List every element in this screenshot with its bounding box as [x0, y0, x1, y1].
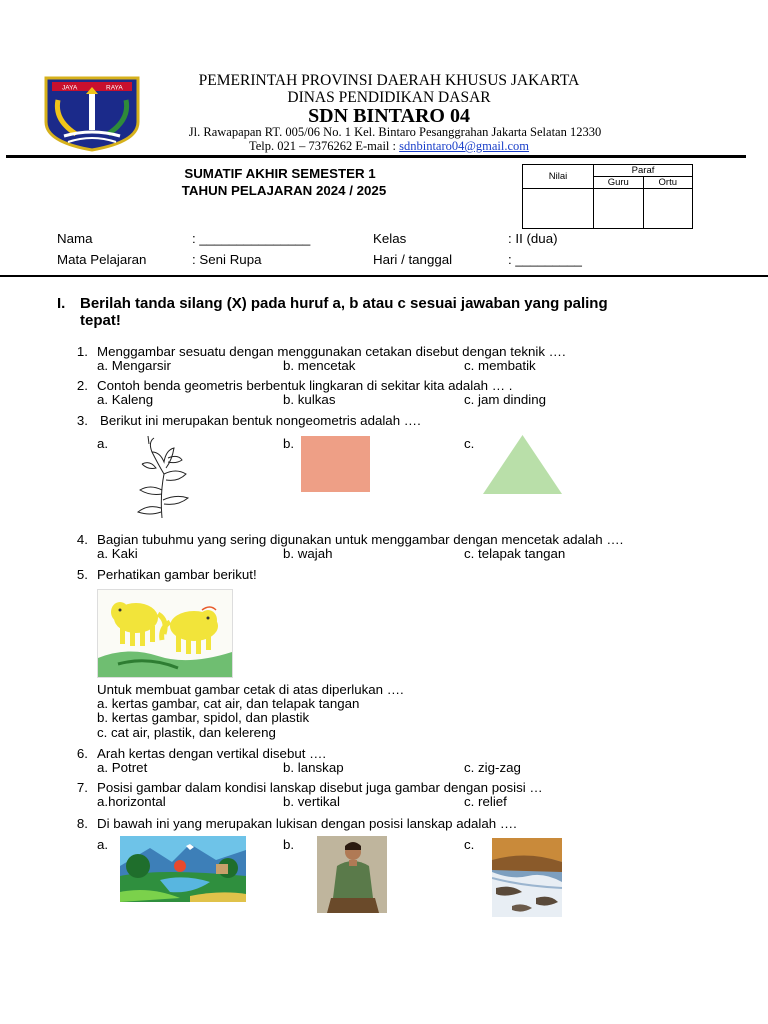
score-table	[522, 164, 693, 229]
question-number: 7.	[76, 780, 88, 795]
instruction-line-1: Berilah tanda silang (X) pada huruf a, b atau c sesuai jawaban yang paling	[80, 295, 608, 312]
hari-label: Hari / tanggal	[373, 252, 453, 267]
header-phone: Telp. 021 – 7376262 E-mail :	[248, 139, 400, 153]
option-b[interactable]: b. lanskap	[283, 760, 344, 775]
option-b[interactable]: b. kertas gambar, spidol, dan plastik	[97, 710, 310, 725]
score-paraf-label: Paraf	[594, 165, 693, 177]
mapel-value: : Seni Rupa	[192, 252, 262, 267]
question-number: 3.	[76, 413, 88, 428]
option-c[interactable]: c. telapak tangan	[464, 546, 566, 561]
option-a[interactable]: a. Mengarsir	[97, 358, 171, 373]
triangle-shape	[483, 435, 562, 494]
email-link[interactable]: sdnbintaro04@gmail.com	[399, 139, 530, 153]
option-b[interactable]: b. vertikal	[283, 794, 340, 809]
portrait-painting-image	[317, 836, 387, 913]
option-a[interactable]: a.	[97, 436, 109, 451]
option-c[interactable]: c. relief	[464, 794, 507, 809]
header-school-name: SDN BINTARO 04	[308, 105, 470, 127]
score-ortu-box[interactable]	[643, 189, 692, 229]
exam-year: TAHUN PELAJARAN 2024 / 2025	[181, 183, 387, 198]
exam-title: SUMATIF AKHIR SEMESTER 1	[184, 166, 376, 181]
question-number: 2.	[76, 378, 88, 393]
score-guru-label: Guru	[594, 177, 643, 189]
option-c[interactable]: c. zig-zag	[464, 760, 521, 775]
option-c[interactable]: c. membatik	[464, 358, 536, 373]
nama-label: Nama	[57, 231, 93, 246]
header-address: Jl. Rawapapan RT. 005/06 No. 1 Kel. Bintaro Pesanggrahan Jakarta Selatan 12330	[188, 125, 602, 139]
question-text: Di bawah ini yang merupakan lukisan dengan posisi lanskap adalah ….	[97, 816, 517, 831]
option-a[interactable]: a. Kaleng	[97, 392, 154, 407]
kelas-label: Kelas	[373, 231, 407, 246]
question-text: Berikut ini merupakan bentuk nongeometris adalah ….	[100, 413, 421, 428]
option-b[interactable]: b.	[283, 837, 295, 852]
question-text: Posisi gambar dalam kondisi lanskap disebut juga gambar dengan posisi …	[97, 780, 543, 795]
score-nilai-box[interactable]	[523, 189, 594, 229]
option-b[interactable]: b. kulkas	[283, 392, 336, 407]
question-number: 5.	[76, 567, 88, 582]
question-number: 4.	[76, 532, 88, 547]
question-number: 1.	[76, 344, 88, 359]
header-department: DINAS PENDIDIKAN DASAR	[287, 89, 491, 106]
option-a[interactable]: a. kertas gambar, cat air, dan telapak tangan	[97, 696, 360, 711]
mapel-label: Mata Pelajaran	[57, 252, 147, 267]
header-divider	[6, 155, 746, 158]
instruction-line-2: tepat!	[80, 312, 121, 329]
score-nilai-label: Nilai	[523, 165, 594, 189]
option-a[interactable]: a. Potret	[97, 760, 148, 775]
section-roman: I.	[57, 295, 66, 312]
river-landscape-image	[492, 838, 562, 917]
score-ortu-label: Ortu	[643, 177, 692, 189]
identity-divider	[0, 275, 768, 277]
option-b[interactable]: b. mencetak	[283, 358, 356, 373]
score-guru-box[interactable]	[594, 189, 643, 229]
nama-field[interactable]: : _______________	[192, 231, 311, 246]
square-shape	[301, 436, 370, 492]
hari-field[interactable]: : _________	[508, 252, 582, 267]
option-b[interactable]: b. wajah	[283, 546, 333, 561]
option-a[interactable]: a. Kaki	[97, 546, 138, 561]
option-a[interactable]: a.	[97, 837, 109, 852]
landscape-painting-image	[120, 836, 246, 902]
question-text: Perhatikan gambar berikut!	[97, 567, 257, 582]
question-text: Bagian tubuhmu yang sering digunakan untuk menggambar dengan mencetak adalah ….	[97, 532, 624, 547]
logo-text-right: RAYA	[106, 84, 123, 92]
kelas-value: : II (dua)	[508, 231, 558, 246]
logo-text-left: JAYA	[62, 84, 78, 92]
section-instruction	[80, 295, 720, 329]
header-government: PEMERINTAH PROVINSI DAERAH KHUSUS JAKARTA	[198, 72, 580, 89]
question-followup: Untuk membuat gambar cetak di atas diperlukan ….	[97, 682, 404, 697]
option-c[interactable]: c.	[464, 837, 475, 852]
question-text: Menggambar sesuatu dengan menggunakan cetakan disebut dengan teknik ….	[97, 344, 566, 359]
header-contact	[44, 139, 734, 154]
handprint-elephants-image	[97, 589, 233, 678]
option-a[interactable]: a.horizontal	[97, 794, 166, 809]
option-b[interactable]: b.	[283, 436, 295, 451]
question-number: 6.	[76, 746, 88, 761]
question-text: Arah kertas dengan vertikal disebut ….	[97, 746, 327, 761]
option-c[interactable]: c. cat air, plastik, dan kelereng	[97, 725, 276, 740]
option-c[interactable]: c.	[464, 436, 475, 451]
question-number: 8.	[76, 816, 88, 831]
flower-drawing	[132, 434, 196, 518]
option-c[interactable]: c. jam dinding	[464, 392, 547, 407]
question-text: Contoh benda geometris berbentuk lingkaran di sekitar kita adalah … .	[97, 378, 513, 393]
